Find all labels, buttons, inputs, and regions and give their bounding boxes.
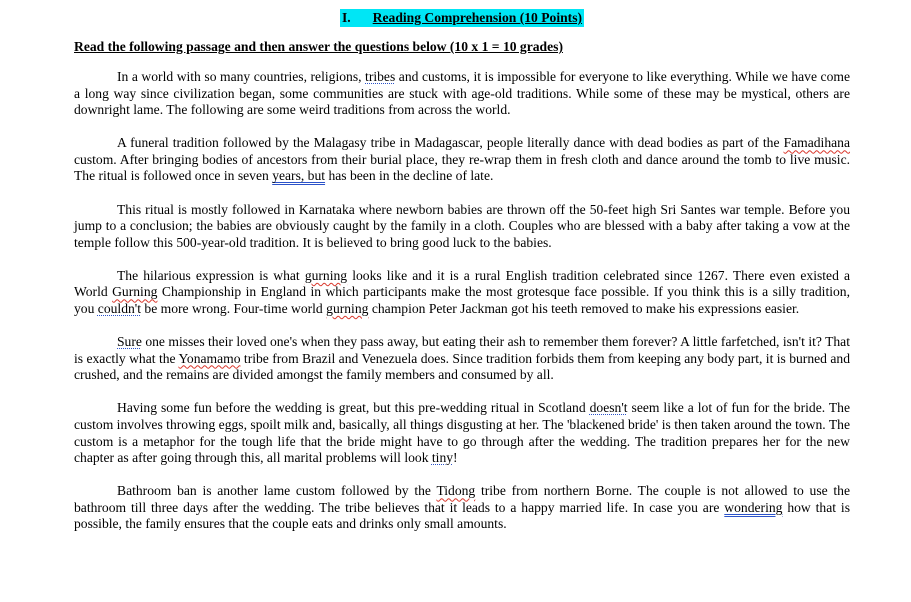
grammar-flagged-word[interactable]: tiny <box>431 450 454 466</box>
section-heading <box>74 8 850 28</box>
paragraph-text: and customs, it is impossible for everyone to like everything. While we have come a long way since civilization began, some communities are stuck with age-old traditions. While some of these may be mystical, others are downright lame. The following are some weird traditions from across the world. <box>74 69 850 118</box>
grammar-flagged-word[interactable]: tribes <box>365 69 396 84</box>
section-number: I. <box>341 10 351 25</box>
paragraph-text: Bathroom ban is another lame custom followed by the <box>117 483 437 499</box>
paragraph-text: tribe from northern Borne. The couple is not allowed to use the bathroom till three days after the wedding. The tribe believes that it leads to a happy married life. In case you are <box>74 483 850 515</box>
grammar-flagged-word[interactable]: couldn't <box>97 301 142 317</box>
paragraph-yonamamo <box>74 334 850 384</box>
spelling-flagged-word[interactable]: Famadihana <box>783 135 850 151</box>
spelling-flagged-word[interactable]: Tidong <box>436 483 476 499</box>
spelling-flagged-word[interactable]: gurning <box>304 267 348 283</box>
paragraph-text: custom. After bringing bodies of ancestors from their burial place, they re-wrap them in fresh cloth and dance around the tomb to live music. The ritual is followed once in seven <box>74 151 850 184</box>
paragraph-intro <box>74 69 850 119</box>
instruction-line: Read the following passage and then answer the questions below (10 x 1 = 10 grades) <box>74 39 563 54</box>
paragraph-tidong <box>74 483 850 533</box>
paragraph-text: seem like a lot of fun for the bride. The custom involves throwing eggs, spoilt milk and, basically, all things disgusting at her. The 'blackened bride' is then taken around the town. The custom is a metaphor for the tough life that the bride might have to go through after the wedding. The tradition prepares her for the new chapter as after going through this, all marital problems will look <box>74 400 850 466</box>
paragraph-text: Championship in England in which participants make the most grotesque face possible. If you think this is a silly tradition, you <box>74 284 850 317</box>
paragraph-blackened-bride <box>74 400 850 466</box>
paragraph-famadihana <box>74 135 850 185</box>
spelling-flagged-word[interactable]: gurning <box>326 301 369 317</box>
section-heading-highlight <box>340 9 584 27</box>
section-title: Reading Comprehension (10 Points) <box>372 10 583 25</box>
paragraph-text: looks like and it is a rural English tradition celebrated since 1267. There even existed a World <box>74 267 851 300</box>
paragraph-text: ! <box>453 450 458 466</box>
paragraph-text: In a world with so many countries, religions, <box>117 69 366 84</box>
paragraph-text: The hilarious expression is what <box>117 267 305 283</box>
grammar-flagged-word[interactable]: years, but <box>272 168 326 184</box>
document-page <box>74 8 850 533</box>
spelling-flagged-word[interactable]: Yonamamo <box>178 350 241 366</box>
grammar-flagged-word[interactable]: doesn't <box>589 400 628 416</box>
grammar-flagged-word[interactable]: Sure <box>117 334 142 350</box>
paragraph-text: tribe from Brazil and Venezuela does. Since tradition forbids them from keeping any body part, it is burned and crushed, and the remains are divided amongst the family members and consumed by all. <box>74 350 850 383</box>
paragraph-text: champion Peter Jackman got his teeth removed to make his expressions easier. <box>368 301 800 317</box>
paragraph-text: be more wrong. Four-time world <box>141 301 327 317</box>
paragraph-text: A funeral tradition followed by the Malagasy tribe in Madagascar, people literally dance with dead bodies as part of the <box>117 135 784 151</box>
spelling-flagged-word[interactable]: Gurning <box>112 284 158 300</box>
paragraph-karnataka: This ritual is mostly followed in Karnataka where newborn babies are thrown off the 50-feet high Sri Santes war temple. Before you jump to a conclusion; the babies are obviously caught by the family in a cloth. Couples who are blessed with a baby after taking a vow at the temple follow this 500-year-old tradition. It is believed to bring good luck to the babies. <box>74 201 850 250</box>
paragraph-text: how that is possible, the family ensures that the couple eats and drinks only small amounts. <box>74 499 850 532</box>
paragraph-text: Having some fun before the wedding is great, but this pre-wedding ritual in Scotland <box>117 400 590 416</box>
grammar-flagged-word[interactable]: wondering <box>724 499 783 515</box>
paragraph-text: has been in the decline of late. <box>325 168 494 184</box>
paragraph-text: one misses their loved one's when they pass away, but eating their ash to remember them forever? A little farfetched, isn't it? That is exactly what the <box>74 334 850 366</box>
paragraph-gurning <box>74 268 850 318</box>
